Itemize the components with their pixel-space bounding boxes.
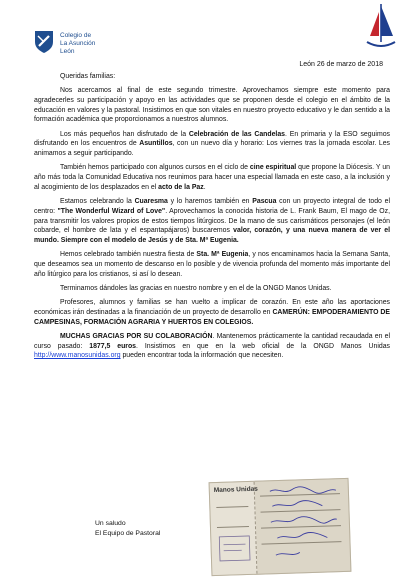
salutation: Queridas familias: [60, 73, 116, 80]
paz-highlight: acto de la Paz [158, 183, 204, 191]
letter-date: León 26 de marzo de 2018 [299, 61, 383, 68]
signoff-signature: El Equipo de Pastoral [95, 529, 161, 537]
p4-text-g: . Aprovechamos la conocida historia de L. Frank Baum, El mago de Oz, para transmitir los valores propios de estos tiempos litúrgicos. De la mano de sus carismáticos personajes (el león cobarde, el hombre de lata y el espantapájaros) buscaremos [34, 207, 390, 235]
manos-unidas-link[interactable]: http://www.manosunidas.org [34, 352, 121, 360]
paragraph-7 [34, 298, 390, 327]
p7-text-a: Profesores, alumnos y familias se han vuelto a implicar de corazón. En este año las aportaciones económicas irán destinadas a la financiación de un proyecto de desarrollo en [34, 299, 390, 316]
receipt-brand: Manos Unidas [213, 485, 258, 495]
p3-text-a: También hemos participado con algunos cursos en el ciclo de [60, 164, 250, 172]
asuntillos-highlight: Asuntillos [139, 140, 173, 148]
cine-highlight: cine espiritual [249, 164, 297, 172]
cuaresma-highlight: Cuaresma [134, 198, 168, 206]
school-logo [34, 30, 95, 56]
school-name-line-2: La Asunción [60, 40, 96, 47]
school-name [60, 32, 95, 56]
p4-text-c: y lo haremos también en [167, 198, 253, 206]
camerun-project-highlight: CAMERÚN: EMPODERAMIENTO DE CAMPESINAS, FORMACIÓN AGRARIA Y HUERTOS EN COLEGIOS. [34, 308, 390, 326]
p2-text-a: Los más pequeños han disfrutado de la [60, 130, 189, 138]
sailboat-emblem-icon [364, 2, 398, 52]
thanks-highlight: MUCHAS GRACIAS POR SU COLABORACIÓN [60, 332, 213, 340]
paragraph-2 [34, 130, 390, 159]
p4-text-a: Estamos celebrando la [60, 198, 135, 206]
p5-text-c: , y nos encaminamos hacia la Semana Santa, que deseamos sea un momento de descanso en lo posible y de vivencia profunda del momento más importante del año litúrgico para los cristianos, si así lo desean. [34, 251, 390, 278]
p2-text-e: , con un nuevo día y horario: Los viernes tras la jornada escolar. Les animamos a seguir participando. [34, 140, 390, 158]
school-name-line-1: Colegio de [60, 32, 92, 39]
signoff-greeting: Un saludo [95, 520, 126, 527]
values-highlight: valor, corazón, y una nueva manera de ver el mundo. Siempre con el modelo de Jesús y de Sta. Mª Eugenia. [34, 227, 390, 244]
paragraph-5 [34, 250, 390, 279]
letter-body [34, 72, 390, 366]
paragraph-4 [34, 197, 390, 246]
paragraph-3 [34, 163, 390, 192]
signoff [95, 519, 160, 538]
p8-text-d: . Insistimos en que en la web oficial de la ONGD Manos Unidas [136, 342, 390, 350]
eugenia-highlight: Sta. Mª Eugenia [196, 251, 249, 259]
p5-text-a: Hemos celebrado también nuestra fiesta de [60, 251, 197, 259]
handwriting-scribble [266, 483, 344, 565]
p4-text-e: con un proyecto integral de todo el centro: [34, 198, 390, 215]
paragraph-1: Nos acercamos al final de este segundo trimestre. Aprovechamos siempre este momento para agradecerles su participación y apoyo en las actividades que se proponen desde el colegio en el ámbito de la educación en valores y la pastoral. Insistimos en que son vitales en nuestro proyecto educativo y le dan sentido a la formación académica que proporcionamos a nuestros alumnos. [34, 87, 390, 124]
p8-text-b: . Mantenemos prácticamente la cantidad recaudada en el curso pasado: [34, 332, 391, 350]
paragraph-6: Terminamos dándoles las gracias en nuestro nombre y en el de la ONGD Manos Unidas. [60, 284, 332, 292]
pascua-highlight: Pascua [252, 198, 277, 206]
project-title: "The Wonderful Wizard of Love" [57, 207, 166, 215]
p2-text-c: . En primaria y la ESO seguimos disfrutando en los encuentros de [34, 130, 390, 148]
amount-highlight: 1877,5 euros [89, 342, 137, 350]
paragraph-8 [34, 332, 390, 361]
shield-icon [34, 30, 54, 54]
p8-text-e: pueden encontrar toda la información que necesiten. [120, 352, 284, 360]
school-name-line-3: León [60, 48, 75, 55]
p3-text-c: que propone la Diócesis. Y un año más toda la Comunidad Educativa nos reunimos para hacer una especial llamada en este caso, a la inclusión y al acogimiento de los desplazados en el [34, 164, 390, 191]
donation-receipt-photo [209, 478, 352, 576]
receipt-stamp [217, 534, 252, 565]
p3-text-e: . [203, 183, 206, 191]
candelas-highlight: Celebración de las Candelas [188, 130, 286, 138]
